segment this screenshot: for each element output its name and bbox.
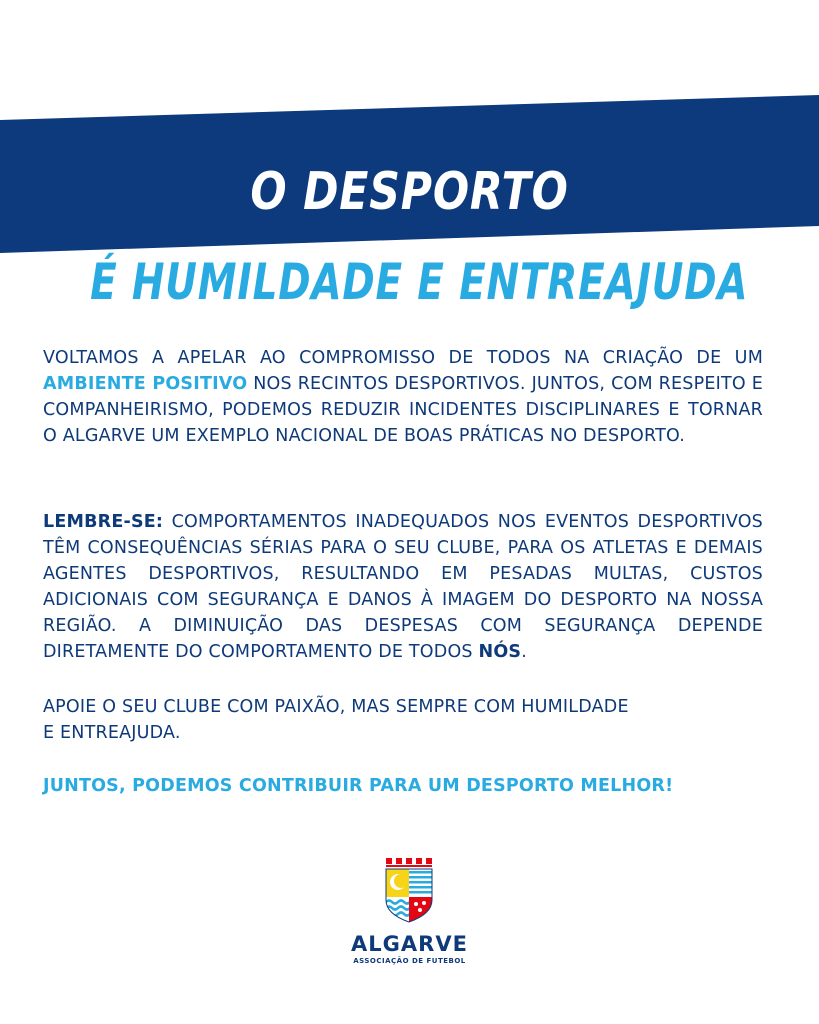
page-title: O DESPORTO <box>250 162 569 222</box>
support-line-2: E ENTREAJUDA. <box>43 723 181 743</box>
paragraph-commitment <box>43 345 763 449</box>
paragraph-text: VOLTAMOS A APELAR AO COMPROMISSO DE TODOS NA CRIAÇÃO DE UM <box>43 348 763 368</box>
logo-subtitle: ASSOCIAÇÃO DE FUTEBOL <box>353 957 466 965</box>
paragraph-text: COMPORTAMENTOS INADEQUADOS NOS EVENTOS DESPORTIVOS TÊM CONSEQUÊNCIAS SÉRIAS PARA O SEU CLUBE, PARA OS ATLETAS E DEMAIS AGENTES DESPORTIVOS, RESULTANDO EM PESADAS MULTAS, CUSTOS ADICIONAIS COM SEGURANÇA E DANOS À IMAGEM DO DESPORTO NA NOSSA REGIÃO. A DIMINUIÇÃO DAS DESPESAS COM SEGURANÇA DEPENDE DIRETAMENTE DO COMPORTAMENTO DE TODOS <box>43 512 763 662</box>
paragraph-support <box>43 694 763 746</box>
page-subtitle: É HUMILDADE E ENTREAJUDA <box>90 253 749 311</box>
reminder-lead: LEMBRE-SE: <box>43 512 164 532</box>
highlight-positive-environment: AMBIENTE POSITIVO <box>43 374 248 394</box>
paragraph-reminder <box>43 509 763 665</box>
paragraph-text: . <box>521 642 527 662</box>
paragraph-text: NOS RECINTOS DESPORTIVOS. JUNTOS, COM RESPEITO E COMPANHEIRISMO, PODEMOS REDUZIR INCIDENTES DISCIPLINARES E TORNAR O ALGARVE UM EXEMPLO NACIONAL DE BOAS PRÁTICAS NO DESPORTO. <box>43 374 763 446</box>
closing-statement: JUNTOS, PODEMOS CONTRIBUIR PARA UM DESPORTO MELHOR! <box>43 776 674 796</box>
logo-name: ALGARVE <box>351 932 468 956</box>
support-line-1: APOIE O SEU CLUBE COM PAIXÃO, MAS SEMPRE COM HUMILDADE <box>43 697 629 717</box>
highlight-nos: NÓS <box>478 642 522 662</box>
